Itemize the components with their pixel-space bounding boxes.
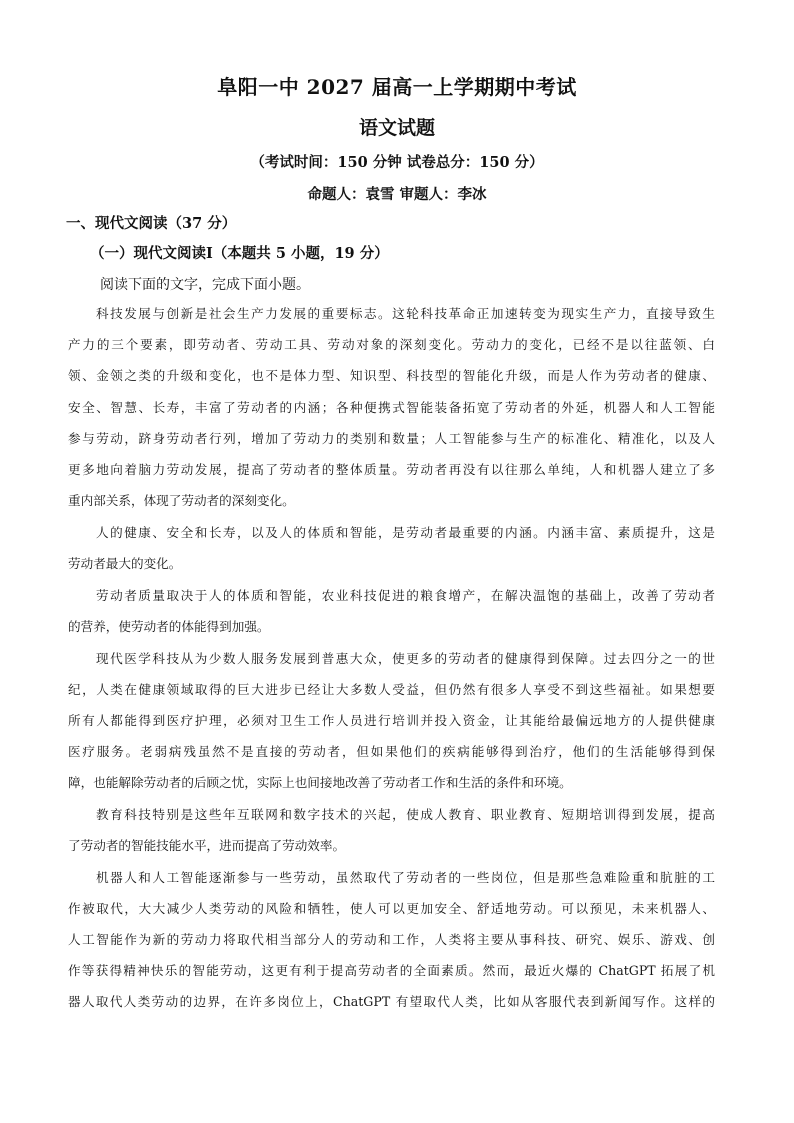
passage-line: 教育科技特别是这些年互联网和数字技术的兴起，使成人教育、职业教育、短期培训得到发展，提高	[96, 807, 715, 822]
passage-line: 参与劳动，跻身劳动者行列，增加了劳动力的类别和数量；人工智能参与生产的标准化、精准化，以及人	[68, 431, 715, 446]
passage-line: 劳动者最大的变化。	[68, 556, 182, 571]
reading-instruction: 阅读下面的文字，完成下面小题。	[100, 277, 310, 293]
passage-line: 机器人和人工智能逐渐参与一些劳动，虽然取代了劳动者的一些岗位，但是那些急难险重和肮脏的工	[96, 870, 715, 885]
passage-line: 障，也能解除劳动者的后顾之忧，实际上也间接地改善了劳动者工作和生活的条件和环境。	[68, 775, 572, 790]
passage-line: 产力的三个要素，即劳动者、劳动工具、劳动对象的深刻变化。劳动力的变化，已经不是以往蓝领、白	[68, 337, 715, 352]
passage-line: 人的健康、安全和长寿，以及人的体质和智能，是劳动者最重要的内涵。内涵丰富、素质提升，这是	[96, 525, 715, 540]
passage-line: 纪，人类在健康领域取得的巨大进步已经让大多数人受益，但仍然有很多人享受不到这些福祉。如果想要	[68, 682, 715, 697]
passage-line: 劳动者质量取决于人的体质和智能，农业科技促进的粮食增产，在解决温饱的基础上，改善了劳动者	[96, 588, 715, 603]
passage-line: 所有人都能得到医疗护理，必须对卫生工作人员进行培训并投入资金，让其能给最偏远地方的人提供健康	[68, 713, 715, 728]
exam-title: 阜阳一中 2027 届高一上学期期中考试	[217, 75, 577, 99]
subject-title: 语文试题	[358, 117, 435, 139]
passage-line: 的营养，使劳动者的体能得到加强。	[68, 619, 270, 634]
passage-line: 了劳动者的智能技能水平，进而提高了劳动效率。	[68, 838, 346, 853]
passage-line: 安全、智慧、长寿，丰富了劳动者的内涵；各种便携式智能装备拓宽了劳动者的外延，机器人和人工智能	[68, 400, 715, 415]
passage-line: 医疗服务。老弱病残虽然不是直接的劳动者，但如果他们的疾病能够得到治疗，他们的生活能够得到保	[68, 744, 715, 759]
exam-info: （考试时间：150 分钟 试卷总分：150 分）	[250, 154, 544, 171]
passage-line: 作等获得精神快乐的智能劳动，这更有利于提高劳动者的全面素质。然而，最近火爆的 ChatGPT 拓展了机	[68, 963, 715, 978]
passage-line: 作被取代，大大减少人类劳动的风险和牺牲，使人可以更加安全、舒适地劳动。可以预见，未来机器人、	[68, 901, 715, 916]
passage-line: 现代医学科技从为少数人服务发展到普惠大众，使更多的劳动者的健康得到保障。过去四分之一的世	[96, 651, 715, 666]
passage-line: 器人取代人类劳动的边界，在许多岗位上，ChatGPT 有望取代人类，比如从客服代表到新闻写作。这样的	[68, 994, 715, 1009]
section-heading: 一、现代文阅读（37 分）	[66, 215, 237, 232]
authors-line: 命题人：袁雪 审题人：李冰	[307, 186, 487, 203]
passage-line: 重内部关系，体现了劳动者的深刻变化。	[68, 493, 295, 508]
passage-line: 人工智能作为新的劳动力将取代相当部分人的劳动和工作，人类将主要从事科技、研究、娱乐、游戏、创	[68, 932, 715, 947]
passage-line: 领、金领之类的升级和变化，也不是体力型、知识型、科技型的智能化升级，而是人作为劳动者的健康、	[68, 368, 715, 383]
passage-line: 更多地向着脑力劳动发展，提高了劳动者的整体质量。劳动者再没有以往那么单纯，人和机器人建立了多	[68, 462, 715, 477]
subsection-heading: （一）现代文阅读Ⅰ（本题共 5 小题，19 分）	[90, 245, 389, 262]
passage-line: 科技发展与创新是社会生产力发展的重要标志。这轮科技革命正加速转变为现实生产力，直接导致生	[96, 306, 715, 321]
